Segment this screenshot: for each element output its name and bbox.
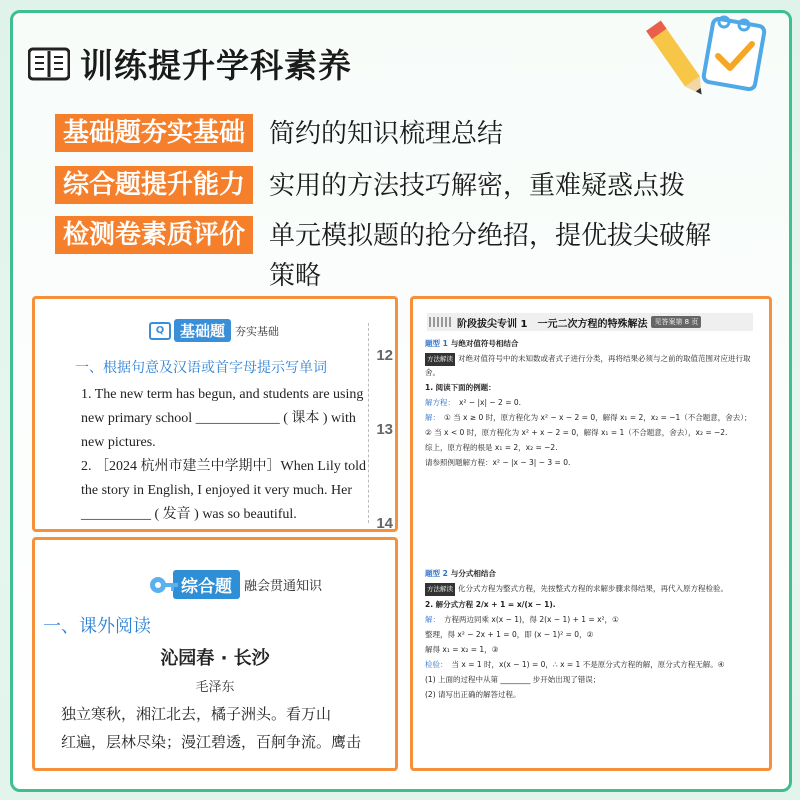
question-type-label: 题型 1 [425,339,448,348]
poem-line: 独立寒秋，湘江北去，橘子洲头。看万山 [61,705,332,723]
solution-step: 方程两边同乘 x(x − 1)，得 2(x − 1) + 1 = x²，① [444,615,619,624]
stripes-icon [429,317,453,327]
method-text: 对绝对值符号中的未知数或者式子进行分类，再将结果必须与之前的取值范围对应进行取舍。 [425,354,751,377]
poem-title: 沁园春 · 长沙 [160,648,270,669]
question-text: 1. 阅读下面的例题： [425,383,496,392]
feature-row-comprehensive [55,166,685,206]
question-text: 2. 解分式方程 2/x + 1 = x/(x − 1). [425,600,556,609]
question-book-icon: Q [149,322,171,340]
question-type-label: 题型 2 [425,569,448,578]
page-number: 12 [376,347,393,364]
solution-step: 整理，得 x² − 2x + 1 = 0，即 (x − 1)² = 0，② [425,630,594,639]
card-badge [149,319,279,342]
equation: x² − |x| − 2 = 0. [459,398,522,407]
solution-label: 解： [425,413,440,422]
page-number: 14 [376,515,393,532]
card-badge [149,570,322,599]
section-heading: 一、根据句意及汉语或首字母提示写单词 [75,360,327,376]
question-prompt: 请参照例题解方程：x² − |x − 3| − 3 = 0. [425,458,571,467]
feature-row-assessment [55,216,719,296]
check-label: 检验： [425,660,448,669]
badge-subtitle: 融会贯通知识 [244,579,323,594]
sub-question: (2) 请写出正确的解答过程。 [425,690,521,699]
method-label: 方法解读 [425,583,455,596]
page-number: 13 [376,421,393,438]
open-book-icon [28,47,70,81]
poem-author: 毛泽东 [195,680,235,695]
sample-page-basic [32,296,398,532]
solution-step: 解得 x₁ = x₂ = 1，③ [425,645,499,654]
feature-tag: 综合题提升能力 [55,166,253,204]
header [28,40,352,87]
solution-step: ① 当 x ≥ 0 时，原方程化为 x² − x − 2 = 0，解得 x₁ = 2，x₂ = −1（不合题意，舍去）； [444,413,752,422]
exercise-text [81,383,371,527]
badge-label: 综合题 [173,570,240,599]
badge-subtitle: 夯实基础 [235,324,280,338]
key-icon [149,574,179,596]
feature-desc: 单元模拟题的抢分绝招，提优拔尖破解策略 [269,221,712,291]
page-title: 训练提升学科素养 [80,46,352,85]
feature-row-basic [55,114,503,154]
pencil-checklist-icon [646,8,776,98]
poem-body [61,700,381,756]
solution-step: ② 当 x < 0 时，原方程化为 x² + x − 2 = 0，解得 x₁ = 1（不合题意，舍去），x₂ = −2. [425,428,728,437]
margin-divider [368,323,369,523]
math-content-lower [425,567,755,703]
method-text: 化分式方程为整式方程，先按整式方程的求解步骤求得结果，再代入原方程检验。 [458,584,728,593]
poem-line: 红遍，层林尽染；漫江碧透，百舸争流。鹰击 [61,733,362,751]
answer-ref-badge: 见答案第 8 页 [651,316,701,328]
feature-tag: 基础题夯实基础 [55,114,253,152]
sample-page-comprehensive [32,537,398,771]
solve-label: 解方程： [425,398,455,407]
solution-step: 综上，原方程的根是 x₁ = 2，x₂ = −2. [425,443,558,452]
feature-tag: 检测卷素质评价 [55,216,253,254]
feature-desc: 实用的方法技巧解密，重难疑惑点拨 [269,171,686,201]
badge-label: 基础题 [174,319,231,342]
solution-label: 解： [425,615,440,624]
page-header-bar [427,313,753,331]
exercise-item: 1. The new term has begun, and students are using new primary school ____________ ( 课本 ) with new pictures. [81,387,364,450]
question-type-title: 与绝对值符号相结合 [450,339,519,348]
feature-desc: 简约的知识梳理总结 [269,119,504,149]
solution-step: 当 x = 1 时，x(x − 1) = 0，∴ x = 1 不是原分式方程的解，原分式方程无解。④ [451,660,725,669]
section-heading: 一、课外阅读 [43,616,151,637]
exercise-item: 2. ［2024 杭州市建兰中学期中］When Lily told the story in English, I enjoyed it very much. Her __________ ( 发音 ) was so beautiful. [81,459,367,522]
page-heading: 阶段拔尖专训 1 一元二次方程的特殊解法 [457,318,648,330]
question-type-title: 与分式相结合 [450,569,496,578]
math-content-upper [425,337,755,471]
sub-question: (1) 上面的过程中从第 ________ 步开始出现了错误； [425,675,601,684]
sample-page-math [410,296,772,771]
method-label: 方法解读 [425,353,455,366]
